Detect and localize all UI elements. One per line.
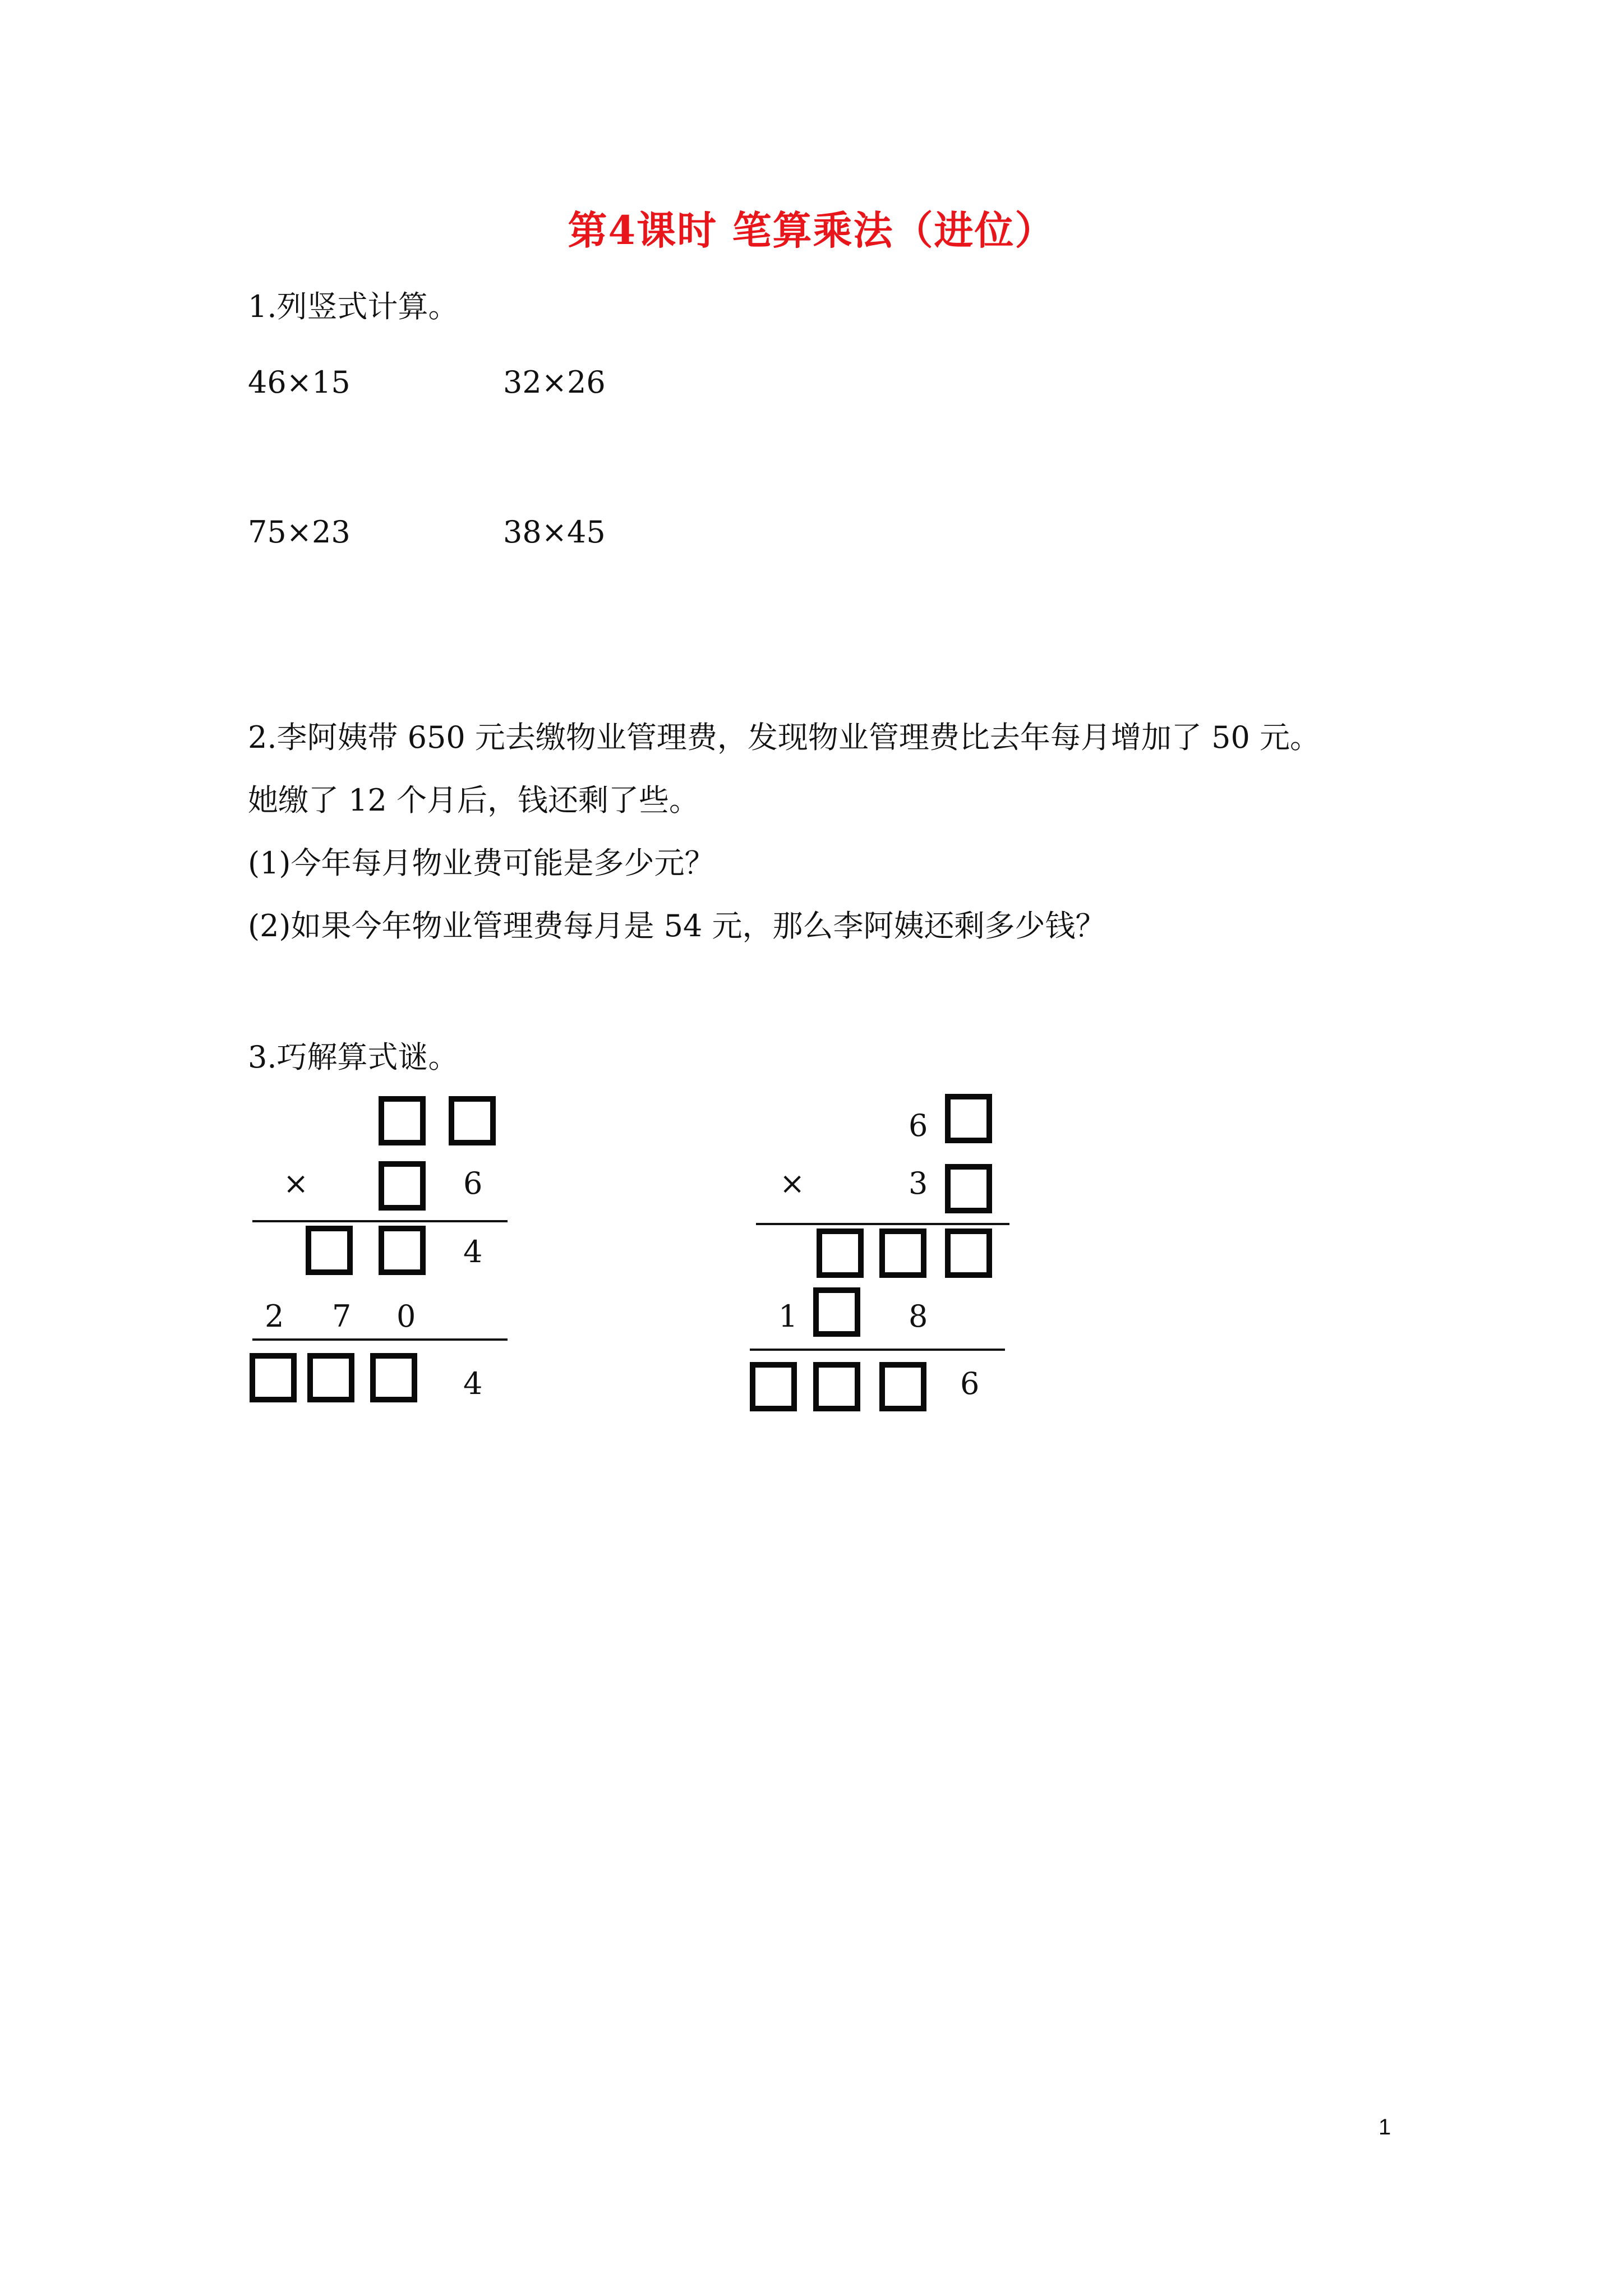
answer-box[interactable] [449, 1096, 496, 1145]
digit: 4 [463, 1234, 483, 1269]
digit: 4 [463, 1366, 483, 1401]
answer-box[interactable] [306, 1226, 353, 1275]
answer-box[interactable] [879, 1362, 926, 1411]
answer-box[interactable] [945, 1164, 992, 1213]
q2-line-2: 她缴了 12 个月后，钱还剩了些。 [248, 783, 700, 818]
q1-expr-3: 75×23 [248, 514, 351, 550]
multiply-sign: × [283, 1166, 309, 1201]
answer-box[interactable] [379, 1226, 426, 1275]
multiply-sign: × [780, 1166, 805, 1201]
answer-box[interactable] [945, 1094, 992, 1143]
q3-heading: 3.巧解算式谜。 [248, 1039, 459, 1075]
q1-expr-2: 32×26 [503, 365, 606, 400]
sum-line [756, 1223, 1009, 1225]
answer-box[interactable] [750, 1362, 797, 1411]
answer-box[interactable] [813, 1362, 860, 1411]
digit: 6 [463, 1166, 483, 1201]
q1-expr-4: 38×45 [503, 514, 606, 550]
q1-expr-1: 46×15 [248, 365, 351, 400]
answer-box[interactable] [945, 1228, 992, 1278]
answer-box[interactable] [370, 1353, 417, 1402]
answer-box[interactable] [379, 1161, 426, 1211]
sum-line [252, 1338, 508, 1341]
digit: 7 [332, 1299, 352, 1334]
digit: 1 [778, 1299, 798, 1334]
sum-line [252, 1220, 508, 1222]
q2-sub-2: (2)如果今年物业管理费每月是 54 元，那么李阿姨还剩多少钱？ [248, 908, 1106, 944]
page-title: 第4课时 笔算乘法（进位） [568, 207, 1055, 254]
answer-box[interactable] [879, 1228, 926, 1278]
q2-line-1: 2.李阿姨带 650 元去缴物业管理费，发现物业管理费比去年每月增加了 50 元。 [248, 720, 1320, 755]
digit: 6 [909, 1108, 928, 1143]
answer-box[interactable] [379, 1096, 426, 1145]
q2-sub-1: (1)今年每月物业费可能是多少元？ [248, 845, 715, 881]
digit: 3 [909, 1166, 928, 1201]
digit: 6 [960, 1366, 980, 1401]
digit: 0 [396, 1299, 416, 1334]
answer-box[interactable] [250, 1353, 297, 1402]
sum-line [750, 1349, 1005, 1351]
answer-box[interactable] [817, 1228, 864, 1278]
digit: 2 [265, 1299, 284, 1334]
answer-box[interactable] [813, 1287, 860, 1337]
q1-heading: 1.列竖式计算。 [248, 289, 459, 324]
answer-box[interactable] [307, 1353, 354, 1402]
digit: 8 [909, 1299, 928, 1334]
page-number: 1 [1378, 2115, 1391, 2139]
